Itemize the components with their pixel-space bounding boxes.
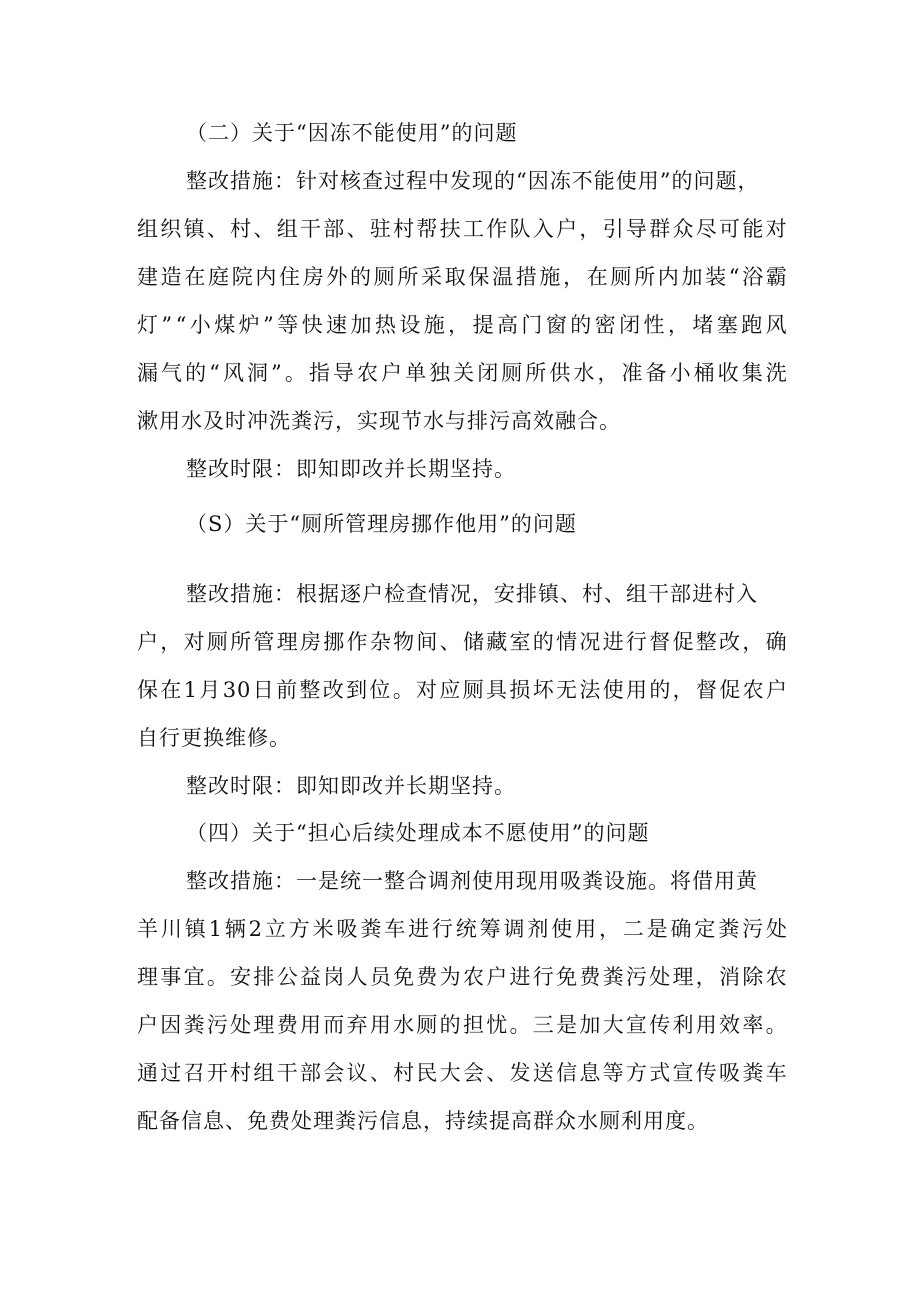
section-four-measures-line: 整改措施：一是统一整合调剂使用现用吸粪设施。将借用黄: [186, 869, 758, 893]
section-two-measures-line: 漏 气 的 “ 风 洞 ” 。 指 导 农 户 单 独 关 闭 厕 所 供 水 ， 准 备 小 桶 收 集 洗: [137, 361, 788, 385]
section-three-measures-line: 户 ， 对 厕 所 管 理 房 挪 作 杂 物 间 、 储 藏 室 的 情 况 进 行 督 促 整 改 ， 确: [137, 630, 788, 654]
section-four-measures-line: 户 因 粪 污 处 理 费 用 而 弃 用 水 厕 的 担 忧 。 三 是 加 大 宣 传 利 用 效 率 。: [137, 1013, 788, 1037]
section-four-measures-line: 羊 川 镇 1 辆 2 立 方 米 吸 粪 车 进 行 统 筹 调 剂 使 用 ， 二 是 确 定 粪 污 处: [137, 917, 788, 941]
section-two-deadline: 整改时限：即知即改并长期坚持。: [186, 457, 516, 481]
section-two-measures-line: 组 织 镇 、 村 、 组 干 部 、 驻 村 帮 扶 工 作 队 入 户 ， 引 导 群 众 尽 可 能 对: [137, 217, 788, 241]
section-two-measures-line: 建 造 在 庭 院 内 住 房 外 的 厕 所 采 取 保 温 措 施 ， 在 厕 所 内 加 装 “ 浴 霸: [137, 265, 788, 289]
section-four-heading: （四）关于“担心后续处理成本不愿使用”的问题: [186, 821, 650, 845]
section-two-heading: （二）关于“因冻不能使用”的问题: [186, 121, 518, 145]
section-three-heading: （S）关于“厕所管理房挪作他用”的问题: [186, 512, 577, 536]
section-two-measures-line: 灯 ” “ 小 煤 炉 ” 等 快 速 加 热 设 施 ， 提 高 门 窗 的 密 闭 性 ， 堵 塞 跑 风: [137, 313, 788, 337]
section-three-measures-line: 整改措施：根据逐户检查情况，安排镇、村、组干部进村入: [186, 582, 758, 606]
section-four-measures-line: 通 过 召 开 村 组 干 部 会 议 、 村 民 大 会 、 发 送 信 息 等 方 式 宣 传 吸 粪 车: [137, 1061, 788, 1085]
section-three-deadline: 整改时限：即知即改并长期坚持。: [186, 774, 516, 798]
section-two-measures-line: 整改措施：针对核查过程中发现的“因冻不能使用”的问题，: [186, 169, 760, 193]
section-three-measures-line: 自行更换维修。: [137, 726, 291, 750]
section-two-measures-line: 漱用水及时冲洗粪污，实现节水与排污高效融合。: [137, 409, 621, 433]
section-four-measures-line: 配备信息、免费处理粪污信息，持续提高群众水厕利用度。: [137, 1109, 709, 1133]
section-three-measures-line: 保 在 1 月 30 日 前 整 改 到 位 。 对 应 厕 具 损 坏 无 法 使 用 的 ， 督 促 农 户: [137, 678, 788, 702]
section-four-measures-line: 理 事 宜 。 安 排 公 益 岗 人 员 免 费 为 农 户 进 行 免 费 粪 污 处 理 ， 消 除 农: [137, 965, 788, 989]
